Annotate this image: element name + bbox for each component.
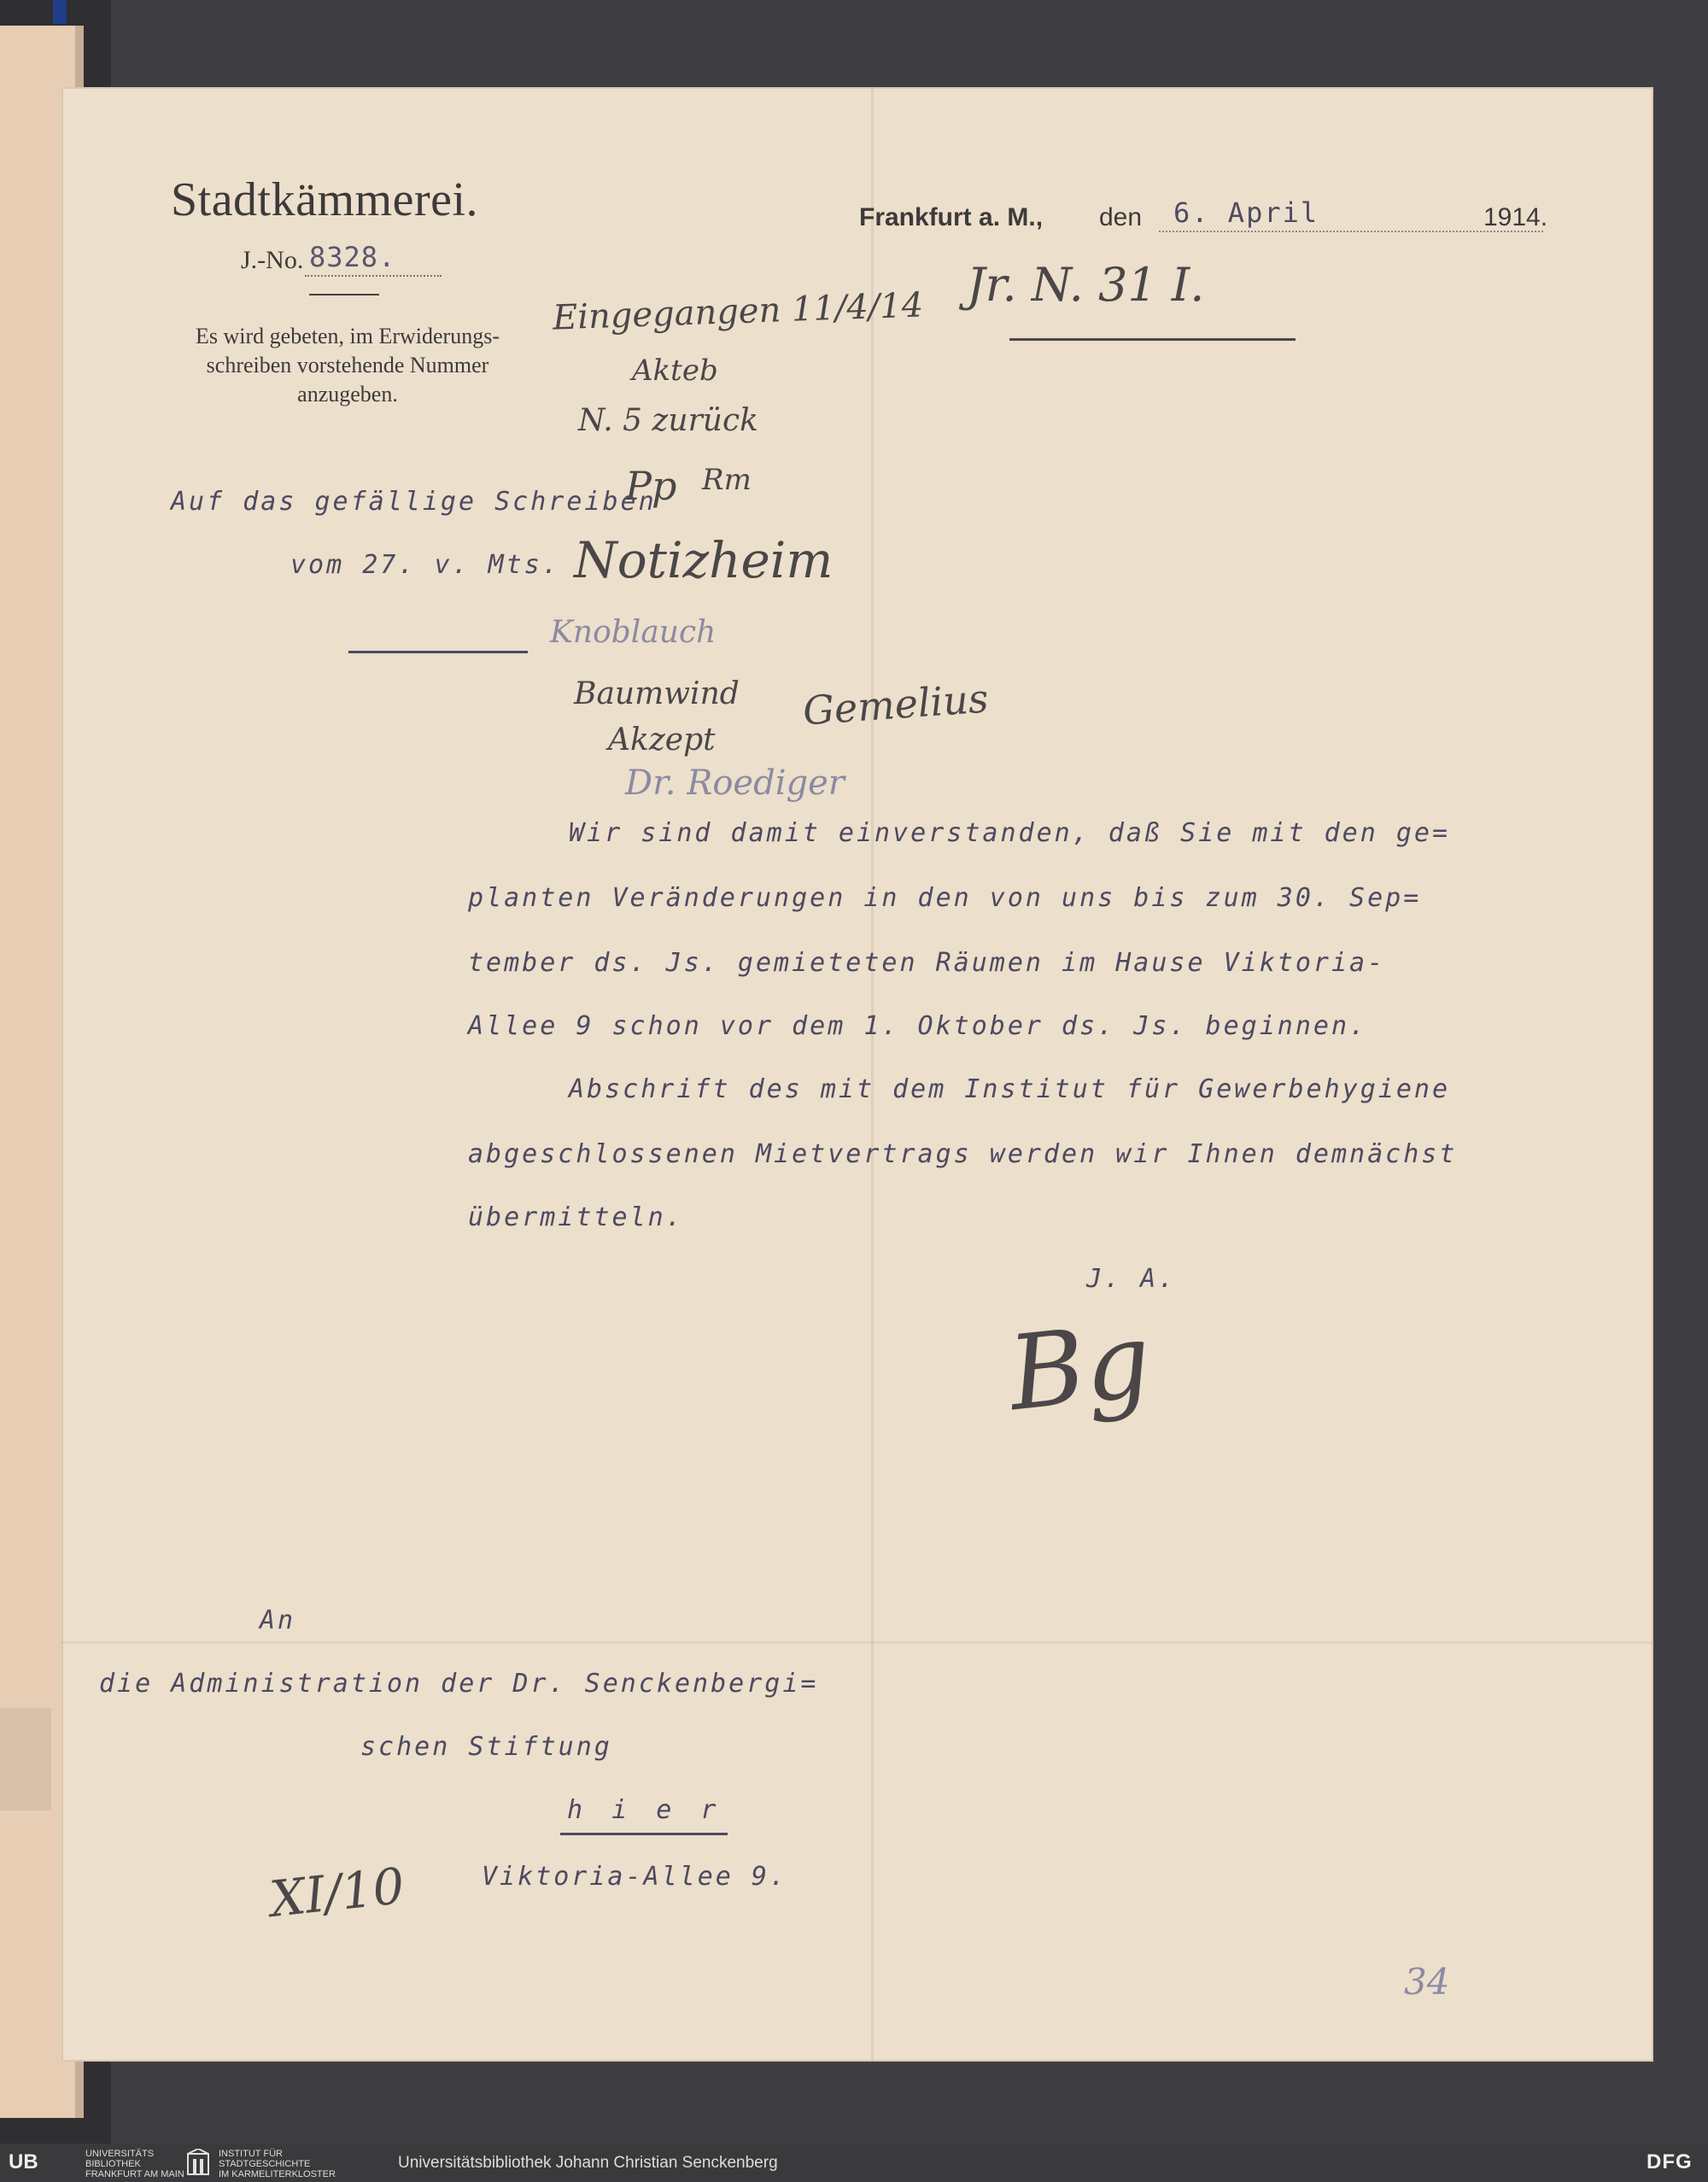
handwritten-received-note: Eingegangen 11/4/14 xyxy=(552,285,924,338)
handwritten-file-mark: XI/10 xyxy=(266,1856,407,1929)
body-line: tember ds. Js. gemieteten Räumen im Hause Viktoria- xyxy=(468,948,1386,978)
ub-name-line: BIBLIOTHEK xyxy=(85,2159,141,2169)
body-line: planten Veränderungen in den von uns bis zum 30. Sep= xyxy=(468,883,1422,913)
institute-icon xyxy=(186,2149,210,2176)
den-label: den xyxy=(1099,203,1143,231)
handwritten-note: Gemelius xyxy=(801,675,991,734)
ub-name xyxy=(85,2149,184,2179)
institute-name-line: IM KARMELITERKLOSTER xyxy=(219,2169,336,2179)
handwritten-note: Baumwind xyxy=(574,676,740,711)
reply-note xyxy=(155,322,540,409)
place-label: Frankfurt a. M., xyxy=(859,203,1044,231)
jno-rule xyxy=(305,275,442,277)
closing: J. A. xyxy=(1086,1264,1177,1294)
handwritten-ref-underline xyxy=(1009,338,1296,341)
fold-line-horizontal xyxy=(61,1641,1653,1644)
reference-line-2: vom 27. v. Mts. xyxy=(290,550,560,580)
address-an: An xyxy=(260,1606,296,1635)
body-line: übermitteln. xyxy=(468,1202,684,1232)
handwritten-note: Knoblauch xyxy=(550,615,717,650)
dfg-logo: DFG xyxy=(1647,2150,1693,2173)
underlying-sheet xyxy=(0,1708,51,1811)
body-line: Allee 9 schon vor dem 1. Oktober ds. Js. beginnen. xyxy=(468,1011,1368,1041)
address-line-1: die Administration der Dr. Senckenbergi= xyxy=(99,1669,819,1699)
reference-line-1: Auf das gefällige Schreiben xyxy=(171,487,657,517)
address-underline xyxy=(560,1833,728,1835)
address-line-4: Viktoria-Allee 9. xyxy=(482,1862,788,1892)
address-line-2: schen Stiftung xyxy=(360,1732,612,1762)
ub-logo: UB xyxy=(9,2150,38,2173)
handwritten-note: Rm xyxy=(702,463,752,497)
body-line: abgeschlossenen Mietvertrags werden wir Ihnen demnächst xyxy=(468,1139,1458,1169)
footer-bar xyxy=(0,2144,1708,2182)
handwritten-note: Akzept xyxy=(608,722,716,758)
institute-name xyxy=(219,2149,336,2179)
reply-note-line: schreiben vorstehende Nummer xyxy=(206,353,489,377)
org-name: Stadtkämmerei. xyxy=(171,173,479,226)
handwritten-note: Pp xyxy=(625,463,677,509)
jno-value: 8328. xyxy=(309,241,396,273)
address-line-3: h i e r xyxy=(567,1795,723,1825)
reply-note-line: anzugeben. xyxy=(297,382,398,407)
footer-credit: Universitätsbibliothek Johann Christian Senckenberg xyxy=(398,2154,778,2172)
jno-label: J.-No. xyxy=(241,246,304,274)
handwritten-note: N. 5 zurück xyxy=(578,403,758,438)
reference-rule xyxy=(348,651,528,653)
reply-note-line: Es wird gebeten, im Erwiderungs- xyxy=(196,324,500,348)
blue-tab xyxy=(53,0,67,24)
handwritten-page-number: 34 xyxy=(1404,1961,1450,2003)
ub-name-line: FRANKFURT AM MAIN xyxy=(85,2169,184,2179)
handwritten-ref-number: Jr. N. 31 I. xyxy=(967,258,1205,312)
ub-name-line: UNIVERSITÄTS xyxy=(85,2149,155,2159)
handwritten-note: Notizheim xyxy=(574,531,834,589)
document-sheet xyxy=(61,87,1653,2062)
date-value: 6. April xyxy=(1173,196,1319,229)
letterhead-divider xyxy=(309,294,379,295)
institute-name-line: STADTGESCHICHTE xyxy=(219,2159,311,2169)
handwritten-note: Dr. Roediger xyxy=(625,763,845,803)
body-line: Wir sind damit einverstanden, daß Sie mit den ge= xyxy=(569,818,1451,848)
signature: Bg xyxy=(1003,1301,1156,1435)
handwritten-note: Akteb xyxy=(632,354,718,388)
year-value: 1914. xyxy=(1483,203,1548,231)
institute-name-line: INSTITUT FÜR xyxy=(219,2149,283,2159)
body-line: Abschrift des mit dem Institut für Gewerbehygiene xyxy=(569,1074,1451,1104)
